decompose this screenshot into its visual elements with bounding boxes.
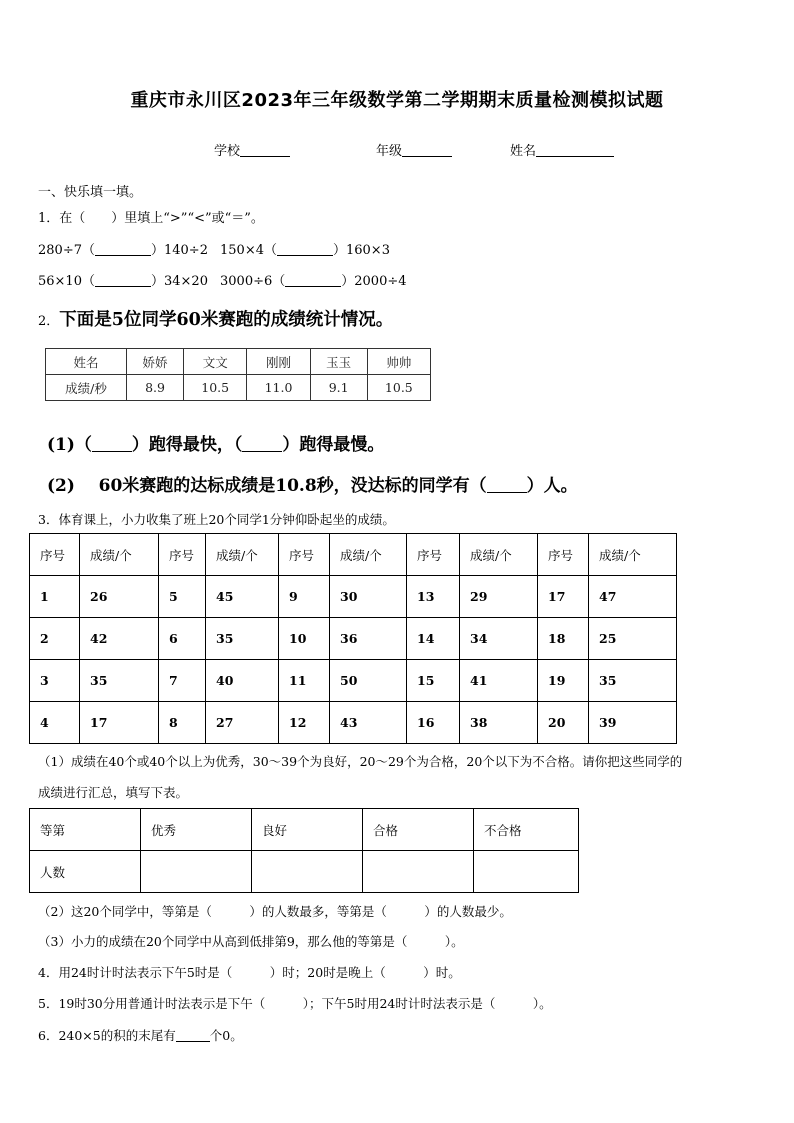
q1-item-1: 280÷7（ ）140÷2 (38, 243, 208, 258)
table-row: 成绩/秒 8.9 10.5 11.0 9.1 10.5 (46, 375, 431, 401)
q1-item-4: 3000÷6（ ）2000÷4 (220, 274, 407, 289)
q4: 4．用24时计时法表示下午5时是（ ）时；20时是晚上（ ）时。 (38, 965, 461, 980)
summary-table (29, 808, 579, 893)
answer-blank[interactable] (95, 242, 151, 256)
name-blank[interactable] (536, 143, 614, 157)
situp-table (29, 533, 677, 744)
q5: 5．19时30分用普通计时法表示是下午（ ）；下午5时用24时计时法表示是（ ）。 (38, 996, 552, 1011)
page-title: 重庆市永川区2023年三年级数学第二学期期末质量检测模拟试题 (130, 90, 664, 111)
grade-blank[interactable] (402, 143, 452, 157)
q2-stem: 2．下面是5位同学60米赛跑的成绩统计情况。 (38, 310, 394, 330)
table-row: 等第 优秀 良好 合格 不合格 (30, 809, 579, 851)
answer-blank[interactable] (176, 1028, 210, 1042)
answer-blank[interactable] (285, 273, 341, 287)
table-row: 1 26 5 45 9 30 13 29 17 47 (30, 576, 677, 618)
q6: 6．240×5的积的末尾有 个0。 (38, 1028, 243, 1043)
summary-input-cell[interactable] (474, 851, 579, 893)
q3-sub1-line1: （1）成绩在40个或40个以上为优秀，30～39个为良好，20～29个为合格，20个以下为不合格。请你把这些同学的 (38, 754, 683, 769)
school-field[interactable] (214, 140, 290, 159)
table-row: 2 42 6 35 10 36 14 34 18 25 (30, 618, 677, 660)
q2-sub2: (2) 60米赛跑的达标成绩是10.8秒，没达标的同学有（ ）人。 (47, 476, 578, 496)
section-heading: 一、快乐填一填。 (38, 185, 143, 200)
q1-item-3: 56×10（ ）34×20 (38, 274, 208, 289)
answer-blank[interactable] (487, 477, 527, 493)
q3-sub1-line2: 成绩进行汇总，填写下表。 (38, 785, 189, 800)
grade-label: 年级 (376, 144, 403, 159)
table-row: 人数 (30, 851, 579, 893)
q3-sub2: （2）这20个同学中，等第是（ ）的人数最多，等第是（ ）的人数最少。 (38, 904, 512, 919)
sprint-table (45, 348, 431, 401)
answer-blank[interactable] (242, 436, 282, 452)
name-field[interactable] (510, 140, 614, 159)
summary-input-cell[interactable] (252, 851, 363, 893)
answer-blank[interactable] (92, 436, 132, 452)
table-row: 姓名 娇娇 文文 刚刚 玉玉 帅帅 (46, 349, 431, 375)
summary-input-cell[interactable] (141, 851, 252, 893)
answer-blank[interactable] (277, 242, 333, 256)
table-row: 序号 成绩/个 序号 成绩/个 序号 成绩/个 序号 成绩/个 序号 成绩/个 (30, 534, 677, 576)
table-row: 4 17 8 27 12 43 16 38 20 39 (30, 702, 677, 744)
q1-stem: 1．在（ ）里填上“>”“<”或“＝”。 (38, 211, 264, 226)
q3-sub3: （3）小力的成绩在20个同学中从高到低排第9，那么他的等第是（ ）。 (38, 934, 464, 949)
summary-input-cell[interactable] (363, 851, 474, 893)
q3-stem: 3．体育课上，小力收集了班上20个同学1分钟仰卧起坐的成绩。 (38, 512, 395, 527)
school-blank[interactable] (240, 143, 290, 157)
grade-field[interactable] (376, 140, 452, 159)
table-row: 3 35 7 40 11 50 15 41 19 35 (30, 660, 677, 702)
name-label: 姓名 (510, 144, 537, 159)
school-label: 学校 (214, 144, 241, 159)
q2-sub1: (1)（ ）跑得最快，（ ）跑得最慢。 (47, 435, 385, 455)
q1-item-2: 150×4（ ）160×3 (220, 243, 390, 258)
answer-blank[interactable] (95, 273, 151, 287)
